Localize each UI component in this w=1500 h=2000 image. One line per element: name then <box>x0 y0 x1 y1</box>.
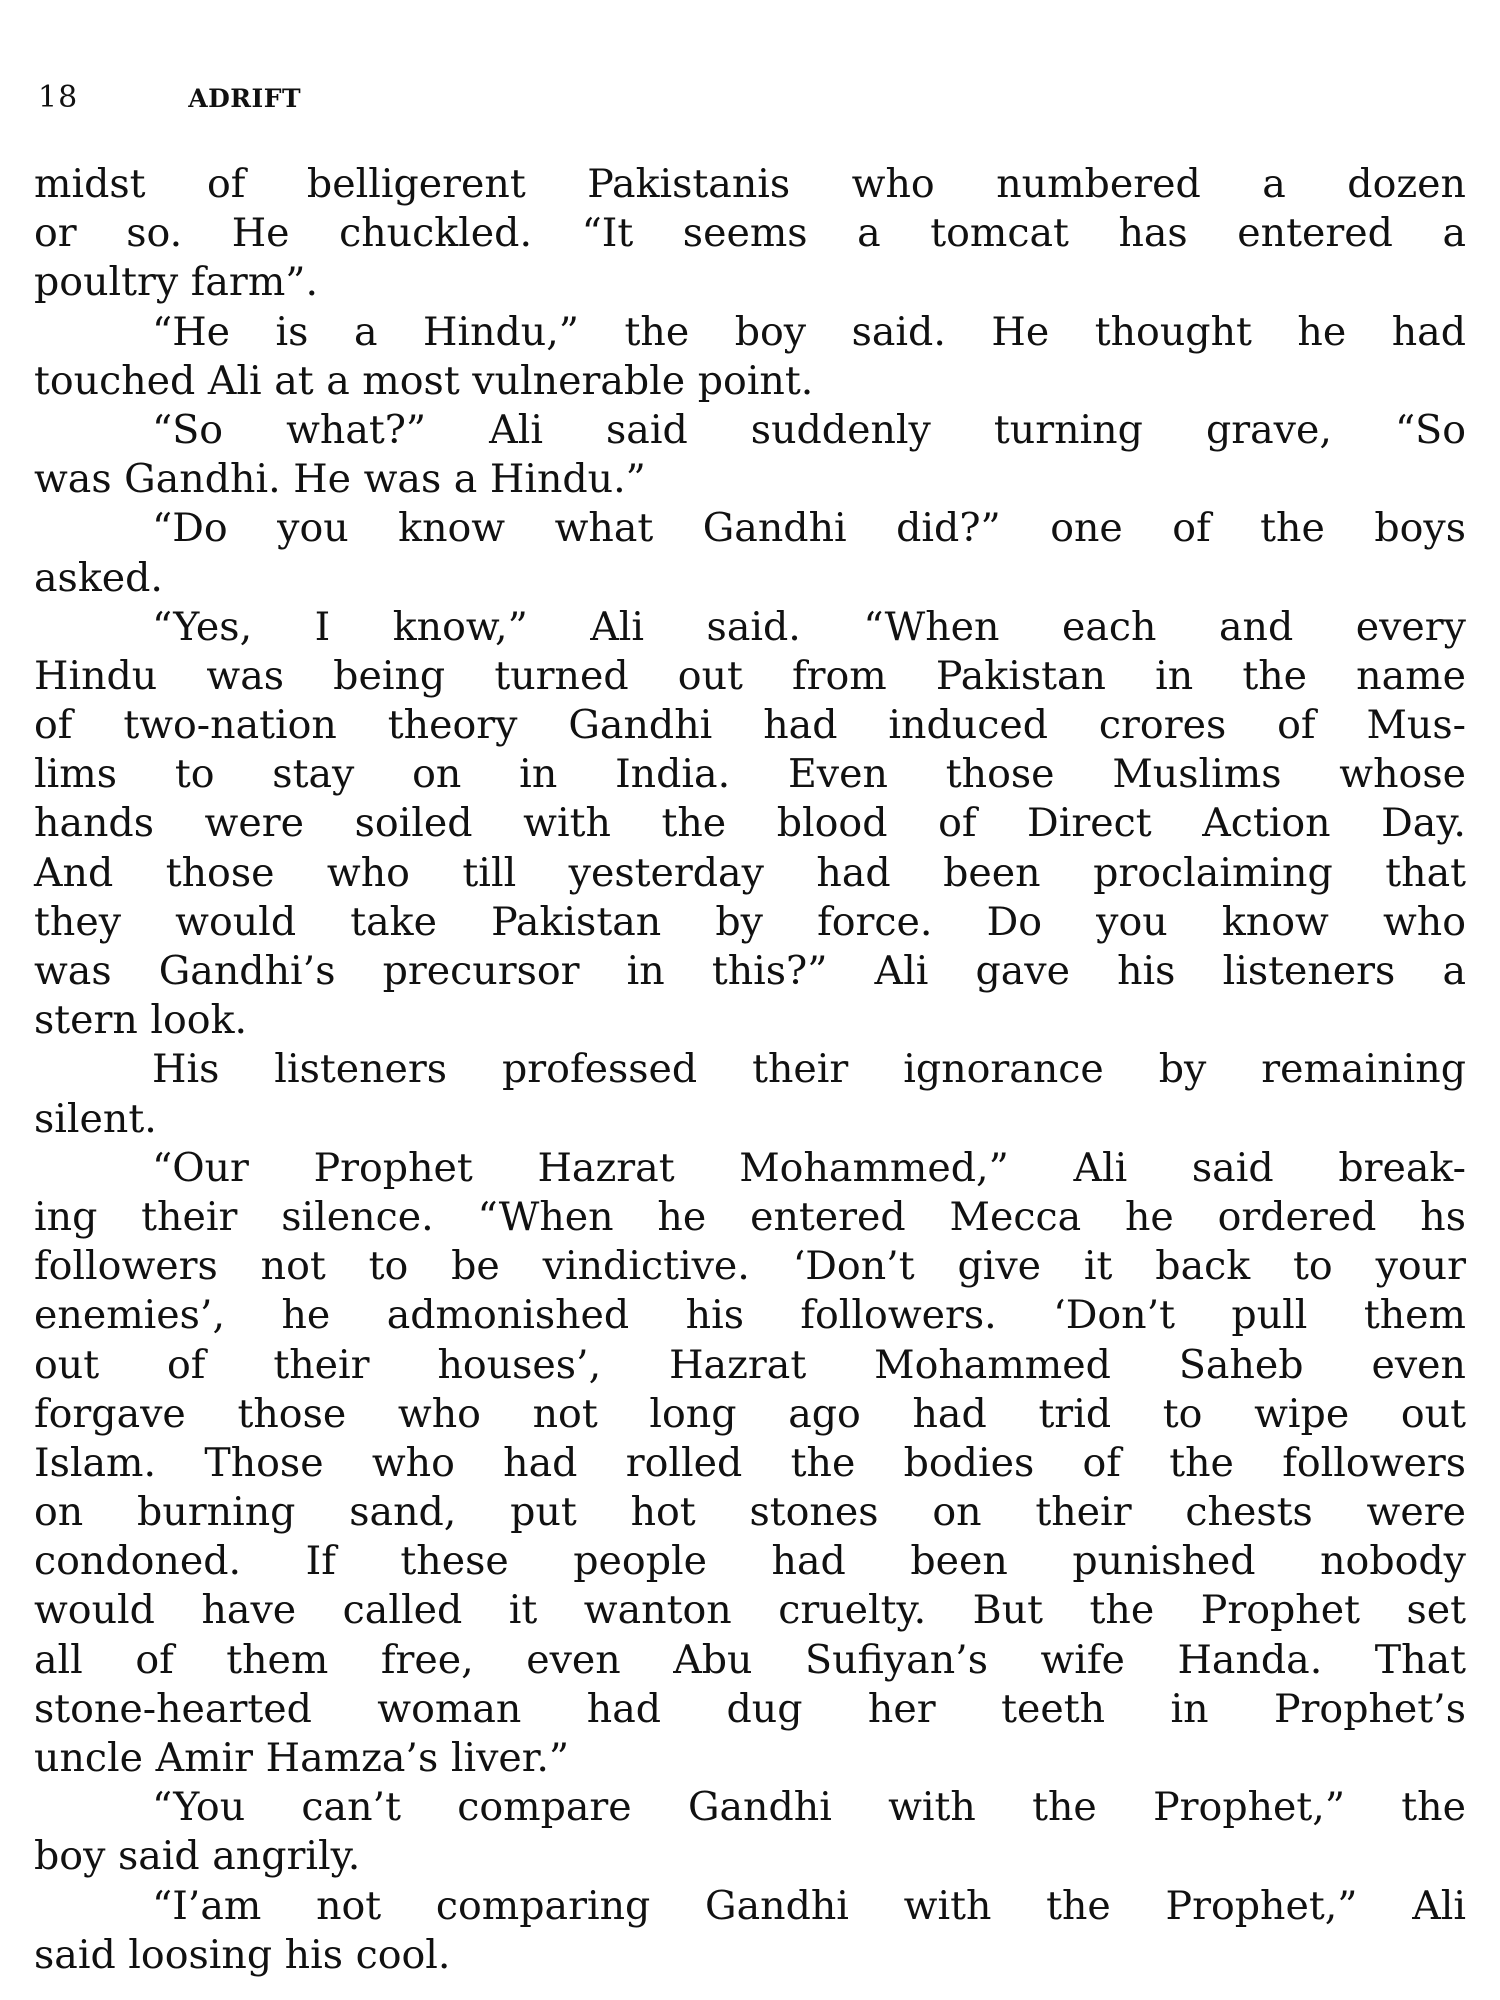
text-line: And those who till yesterday had been proclaiming that <box>34 849 1466 896</box>
text-line: Hindu was being turned out from Pakistan in the name <box>34 652 1466 699</box>
running-head <box>38 80 301 120</box>
text-line: silent. <box>34 1095 157 1142</box>
text-line: forgave those who not long ago had trid to wipe out <box>34 1390 1466 1437</box>
page-number: 18 <box>38 80 79 115</box>
text-line: was Gandhi’s precursor in this?” Ali gave his listeners a <box>34 948 1466 994</box>
text-line: midst of belligerent Pakistanis who numbered a dozen <box>34 161 1466 207</box>
body-text <box>34 160 1466 1980</box>
text-line: followers not to be vindictive. ‘Don’t give it back to your <box>34 1243 1466 1290</box>
text-line: asked. <box>34 554 163 601</box>
text-line: or so. He chuckled. “It seems a tomcat has entered a <box>34 210 1466 257</box>
text-line: enemies’, he admonished his followers. ‘Don’t pull them <box>34 1292 1466 1339</box>
text-line: “Do you know what Gandhi did?” one of the boys <box>152 505 1466 552</box>
text-line: His listeners professed their ignorance by remaining <box>152 1046 1466 1093</box>
text-line: “Our Prophet Hazrat Mohammed,” Ali said break- <box>152 1144 1466 1191</box>
text-line: on burning sand, put hot stones on their chests were <box>34 1489 1466 1536</box>
text-line: “I’am not comparing Gandhi with the Prophet,” Ali <box>152 1882 1466 1929</box>
text-line: condoned. If these people had been punished nobody <box>34 1538 1466 1585</box>
text-line: “Yes, I know,” Ali said. “When each and every <box>152 603 1466 650</box>
text-line: poultry farm”. <box>34 259 319 306</box>
text-line: “So what?” Ali said suddenly turning grave, “So <box>152 406 1466 453</box>
text-line: “You can’t compare Gandhi with the Prophet,” the <box>152 1784 1466 1831</box>
text-line: boy said angrily. <box>34 1833 361 1880</box>
text-line: “He is a Hindu,” the boy said. He thought he had <box>152 308 1466 355</box>
text-line: Islam. Those who had rolled the bodies of the followers <box>34 1439 1466 1486</box>
text-line: hands were soiled with the blood of Direct Action Day. <box>34 800 1466 847</box>
text-line: of two-nation theory Gandhi had induced crores of Mus- <box>34 702 1466 749</box>
text-line: was Gandhi. He was a Hindu.” <box>34 456 646 503</box>
text-line: stone-hearted woman had dug her teeth in Prophet’s <box>34 1685 1466 1732</box>
text-line: out of their houses’, Hazrat Mohammed Saheb even <box>34 1341 1466 1388</box>
text-line: touched Ali at a most vulnerable point. <box>34 357 814 404</box>
text-line: said loosing his cool. <box>34 1931 451 1978</box>
text-line: would have called it wanton cruelty. But the Prophet set <box>34 1587 1466 1634</box>
book-title: ADRIFT <box>188 84 302 113</box>
text-line: ing their silence. “When he entered Mecca he ordered hs <box>34 1193 1466 1240</box>
text-line: lims to stay on in India. Even those Muslims whose <box>34 751 1466 798</box>
text-line: they would take Pakistan by force. Do you know who <box>34 898 1466 945</box>
text-line: all of them free, even Abu Sufiyan’s wife Handa. That <box>34 1636 1466 1683</box>
text-line: stern look. <box>34 997 248 1044</box>
text-line: uncle Amir Hamza’s liver.” <box>34 1735 570 1781</box>
